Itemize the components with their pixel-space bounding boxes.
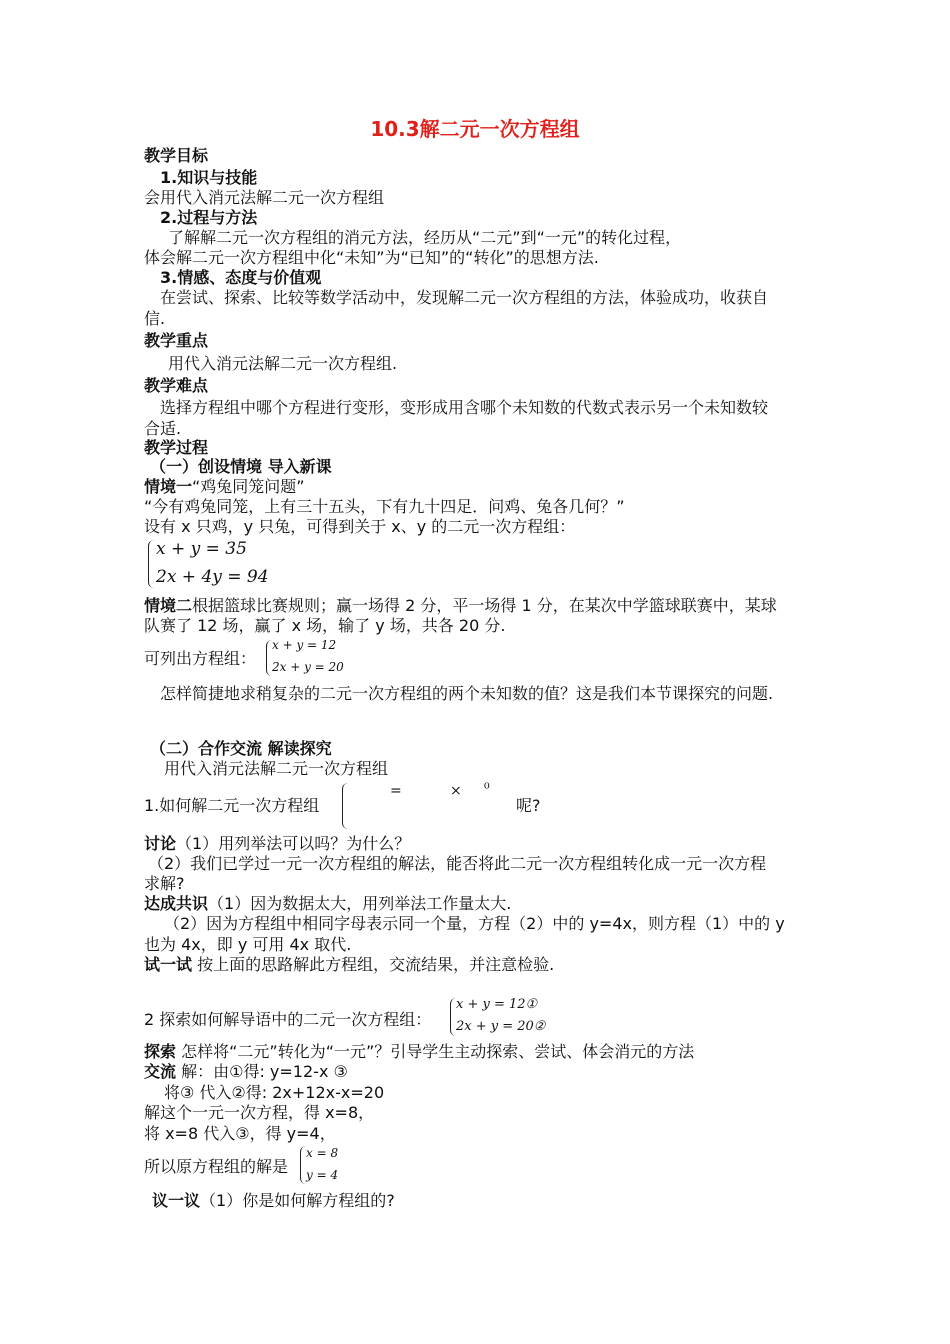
- goal-3-text-1: 在尝试、探索、比较等数学活动中，发现解二元一次方程组的方法，体验成功，收获自: [160, 288, 769, 307]
- consensus-text-3: 也为 4x，即 y 可用 4x 取代.: [144, 935, 352, 954]
- system-3-eq-1: x + y = 12①: [456, 997, 538, 1012]
- scenario-1-title: “鸡兔同笼问题”: [192, 477, 305, 496]
- consensus-text-2: （2）因为方程组中相同字母表示同一个量，方程（2）中的 y=4x，则方程（1）中的 y: [164, 914, 785, 933]
- question-2-text: 2 探索如何解导语中的二元一次方程组：: [144, 1010, 432, 1029]
- discussion-text-3: 求解?: [144, 874, 185, 893]
- goal-1-heading: 1.知识与技能: [160, 168, 258, 187]
- difficulties-text-2: 合适.: [144, 419, 182, 438]
- discussion-text-1: （1）用列举法可以吗？为什么？: [176, 834, 411, 853]
- scenario-1-quote: “今有鸡兔同笼，上有三十五头，下有九十四足．问鸡、兔各几何？”: [144, 497, 625, 516]
- document-title: 10.3解二元一次方程组: [370, 117, 580, 141]
- solution-label: 所以原方程组的解是: [144, 1157, 289, 1176]
- scenario-1-setup: 设有 x 只鸡，y 只兔，可得到关于 x、y 的二元一次方程组：: [144, 517, 576, 536]
- scenario-2-text-2: 队赛了 12 场，赢了 x 场，输了 y 场，共各 20 分.: [144, 616, 506, 635]
- difficulties-text-1: 选择方程组中哪个方程进行变形，变形成用含哪个未知数的代数式表示另一个未知数较: [160, 398, 769, 417]
- explore-text: 怎样将“二元”转化为“一元”？引导学生主动探索、尝试、体会消元的方法: [181, 1042, 695, 1061]
- heading-teaching-process: 教学过程: [144, 438, 209, 457]
- system-1-brace: [148, 540, 155, 588]
- goal-3-heading: 3.情感、态度与价值观: [160, 268, 322, 287]
- exchange-text-3: 解这个一元一次方程，得 x=8，: [144, 1103, 375, 1122]
- scenario-2-question: 怎样简捷地求稍复杂的二元一次方程组的两个未知数的值？这是我们本节课探究的问题.: [160, 684, 774, 703]
- discuss-2-line: [152, 1191, 395, 1211]
- goal-2-heading: 2.过程与方法: [160, 208, 258, 227]
- scenario-2-label: 情境二: [144, 596, 193, 615]
- exchange-label: 交流: [144, 1062, 177, 1081]
- try-text: 按上面的思路解此方程组，交流结果，并注意检验.: [197, 955, 555, 974]
- part-2-heading: （二）合作交流 解读探究: [150, 739, 332, 758]
- consensus-text-1: （1）因为数据太大，用列举法工作量太大.: [208, 894, 512, 913]
- goal-3-text-2: 信.: [144, 309, 166, 328]
- discussion-label: 讨论: [144, 834, 177, 853]
- discussion-text-2: （2）我们已学过一元一次方程组的解法，能否将此二元一次方程组转化成一元一次方程: [148, 854, 767, 873]
- discussion-line-1: [144, 834, 410, 854]
- scenario-1-line: [144, 477, 305, 497]
- system-2-eq-1: x + y = 12: [272, 638, 337, 652]
- part-2-subtitle: 用代入消元法解二元一次方程组: [164, 759, 389, 778]
- scenario-1-label: 情境一: [144, 477, 193, 496]
- system-4-eq-2: y = 4: [306, 1168, 339, 1182]
- question-1-symbol-mark: ⁰: [484, 781, 490, 797]
- exchange-text-2: 将③ 代入②得: 2x+12x-x=20: [164, 1083, 385, 1102]
- consensus-line-1: [144, 894, 511, 914]
- heading-key-points: 教学重点: [144, 331, 209, 350]
- heading-teaching-goals: 教学目标: [144, 146, 209, 165]
- scenario-2-line-1: [144, 596, 777, 616]
- key-points-text: 用代入消元法解二元一次方程组.: [168, 354, 398, 373]
- goal-2-text-2: 体会解二元一次方程组中化“未知”为“已知”的“转化”的思想方法.: [144, 248, 599, 267]
- question-1-brace: [342, 783, 349, 829]
- question-1-symbol-equals: =: [390, 783, 402, 799]
- system-2-eq-2: 2x + y = 20: [272, 660, 344, 674]
- consensus-label: 达成共识: [144, 894, 209, 913]
- goal-2-text-1: 了解解二元一次方程组的消元方法，经历从“二元”到“一元”的转化过程，: [168, 228, 682, 247]
- scenario-2-text-1: 根据篮球比赛规则；赢一场得 2 分，平一场得 1 分，在某次中学篮球联赛中，某球: [192, 596, 777, 615]
- system-3-eq-2: 2x + y = 20②: [456, 1019, 546, 1034]
- try-label: 试一试: [144, 955, 193, 974]
- question-1-end: 呢?: [516, 796, 541, 815]
- exchange-text-4: 将 x=8 代入③，得 y=4，: [144, 1124, 336, 1143]
- part-1-heading: （一）创设情境 导入新课: [150, 457, 332, 476]
- system-1-eq-1: x + y = 35: [156, 539, 247, 559]
- explore-label: 探索: [144, 1042, 177, 1061]
- question-1-symbol-times: ×: [450, 783, 462, 799]
- explore-line: [144, 1042, 694, 1062]
- discuss-2-text: （1）你是如何解方程组的?: [200, 1191, 395, 1210]
- scenario-2-list-label: 可列出方程组：: [144, 649, 257, 668]
- goal-1-text: 会用代入消元法解二元一次方程组: [144, 188, 385, 207]
- system-1-eq-2: 2x + 4y = 94: [156, 567, 269, 587]
- exchange-text-1: 解：由①得: y=12-x ③: [181, 1062, 348, 1081]
- try-line: [144, 955, 554, 975]
- exchange-line-1: [144, 1062, 348, 1082]
- question-1-text: 1.如何解二元一次方程组: [144, 796, 320, 815]
- discuss-2-label: 议一议: [152, 1191, 201, 1210]
- system-4-eq-1: x = 8: [306, 1146, 339, 1160]
- heading-difficulties: 教学难点: [144, 376, 209, 395]
